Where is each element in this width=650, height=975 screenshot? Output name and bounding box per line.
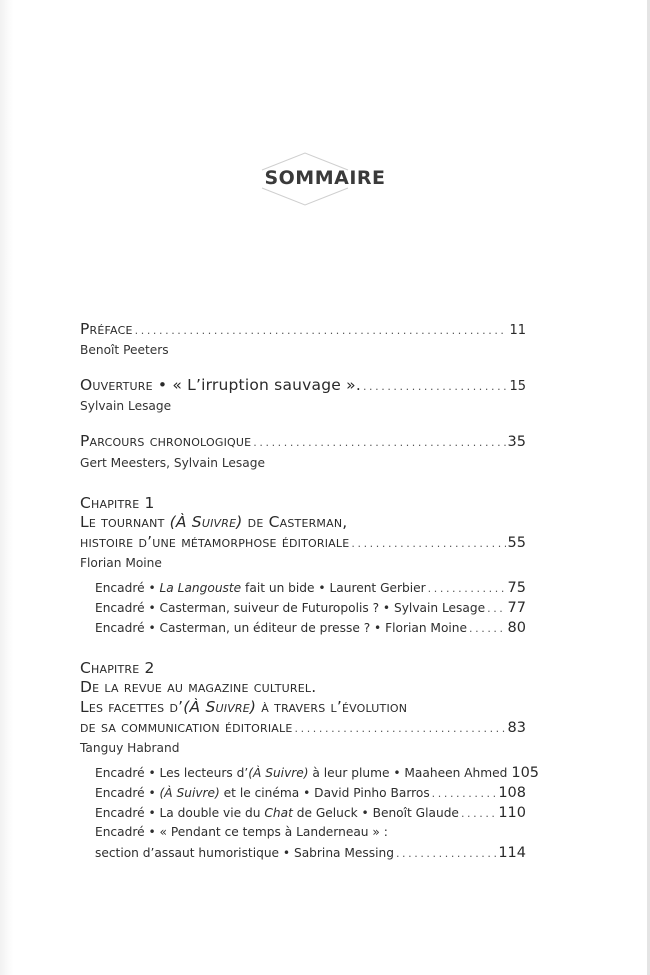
entry-title: Parcours chronologique	[80, 432, 252, 450]
chapter-2-label: Chapitre 2	[80, 659, 155, 677]
toc-encadre[interactable]	[95, 765, 540, 781]
entry-title-rest: • « L’irruption sauvage ».	[152, 376, 361, 394]
toc-encadre[interactable]	[95, 785, 526, 801]
toc-encadre[interactable]	[95, 600, 526, 616]
dot-leader	[487, 602, 505, 615]
page-number: 11	[509, 323, 526, 338]
title-block	[0, 150, 650, 210]
encadre-text	[95, 806, 459, 820]
dot-leader	[428, 582, 506, 595]
author-name: Benoît Peeters	[80, 343, 169, 357]
text: Encadré •	[95, 786, 160, 800]
text: Encadré •	[95, 621, 160, 635]
page-number: 55	[507, 535, 526, 551]
entry-title-smallcaps: Ouverture	[80, 376, 153, 394]
entry-author	[80, 456, 526, 470]
entry-author	[80, 343, 526, 357]
page-title: SOMMAIRE	[264, 167, 386, 189]
encadre-text: section d’assaut humoristique • Sabrina Messing	[95, 846, 394, 860]
italic-title: (À Suivre)	[169, 513, 243, 531]
page-number: 105	[511, 765, 540, 781]
page-number: 108	[498, 785, 526, 801]
text: Encadré •	[95, 766, 160, 780]
page-number: 77	[507, 600, 526, 616]
toc-entry-chapitre-1[interactable]	[80, 533, 526, 551]
text: Casterman, suiveur de Futuropolis ? • Sylvain Lesage	[159, 601, 486, 615]
text: et le cinéma • David Pinho Barros	[219, 786, 430, 800]
page-number: 35	[507, 434, 526, 450]
dot-leader	[295, 722, 506, 735]
page-number: 110	[498, 805, 526, 821]
chapter-title-line[interactable]	[80, 698, 526, 716]
text: La double vie du	[159, 806, 265, 820]
toc-entry-ouverture[interactable]	[80, 376, 526, 394]
italic-title: Chat	[264, 806, 293, 820]
dot-leader	[461, 807, 496, 820]
chapter-label	[80, 494, 526, 512]
chapter-1-label: Chapitre 1	[80, 494, 155, 512]
author-name: Florian Moine	[80, 556, 162, 570]
encadre-text	[95, 601, 485, 615]
chapter-label	[80, 659, 526, 677]
toc-encadre[interactable]	[95, 580, 526, 596]
dot-leader	[396, 847, 496, 860]
text: de Geluck • Benoît Glaude	[292, 806, 459, 820]
entry-author	[80, 399, 526, 413]
chapter-title-line[interactable]	[80, 678, 526, 696]
text: Les facettes d’	[80, 698, 184, 716]
italic-title: (À Suivre)	[183, 698, 257, 716]
dot-leader	[253, 436, 505, 449]
page-number: 15	[509, 379, 526, 394]
text: à travers l’évolution	[256, 698, 408, 716]
entry-title: Préface	[80, 320, 133, 338]
author-name: Gert Meesters, Sylvain Lesage	[80, 456, 265, 470]
encadre-text	[95, 581, 426, 595]
page-number: 75	[507, 580, 526, 596]
text: Le tournant	[80, 513, 170, 531]
text: Encadré •	[95, 825, 160, 839]
italic-title: (À Suivre)	[248, 766, 309, 780]
encadre-text	[95, 825, 388, 839]
toc-entry-chapitre-2[interactable]	[80, 718, 526, 736]
encadre-text	[95, 766, 507, 780]
dot-leader	[351, 537, 505, 550]
italic-title: La Langouste	[159, 581, 242, 595]
text: Encadré •	[95, 601, 160, 615]
dot-leader	[363, 380, 508, 393]
entry-author	[80, 741, 526, 755]
italic-title: (À Suivre)	[159, 786, 220, 800]
text: à leur plume • Maaheen Ahmed	[308, 766, 508, 780]
entry-title	[80, 376, 361, 394]
chapter-2-title-line-2	[80, 698, 407, 716]
text: Encadré •	[95, 806, 160, 820]
chapter-1-title-line-1	[80, 513, 347, 531]
text: fait un bide • Laurent Gerbier	[241, 581, 426, 595]
dot-leader	[135, 324, 508, 337]
page-number: 80	[507, 620, 526, 636]
page-edge-shadow	[0, 0, 14, 975]
toc-encadre[interactable]	[95, 825, 526, 839]
toc-encadre[interactable]	[95, 620, 526, 636]
dot-leader	[432, 787, 497, 800]
chapter-2-title-line-3: de sa communication éditoriale	[80, 718, 293, 736]
toc-entry-preface[interactable]	[80, 320, 526, 338]
toc-entry-parcours[interactable]	[80, 432, 526, 450]
encadre-text	[95, 621, 467, 635]
toc-encadre[interactable]	[95, 805, 526, 821]
entry-author	[80, 556, 526, 570]
encadre-text	[95, 786, 430, 800]
text: Casterman, un éditeur de presse ? • Florian Moine	[159, 621, 468, 635]
text: Encadré •	[95, 581, 160, 595]
author-name: Sylvain Lesage	[80, 399, 172, 413]
chapter-title-line[interactable]	[80, 513, 526, 531]
text: Les lecteurs d’	[159, 766, 249, 780]
page-number: 83	[507, 720, 526, 736]
toc-encadre-continued[interactable]	[95, 845, 526, 861]
text: de Casterman,	[242, 513, 348, 531]
page-number: 114	[498, 845, 526, 861]
chapter-1-title-line-2: histoire d’une métamorphose éditoriale	[80, 533, 350, 551]
dot-leader	[469, 622, 506, 635]
author-name: Tanguy Habrand	[80, 741, 180, 755]
text: « Pendant ce temps à Landerneau » :	[159, 825, 388, 839]
chapter-2-title-line-1: De la revue au magazine culturel.	[80, 678, 317, 696]
